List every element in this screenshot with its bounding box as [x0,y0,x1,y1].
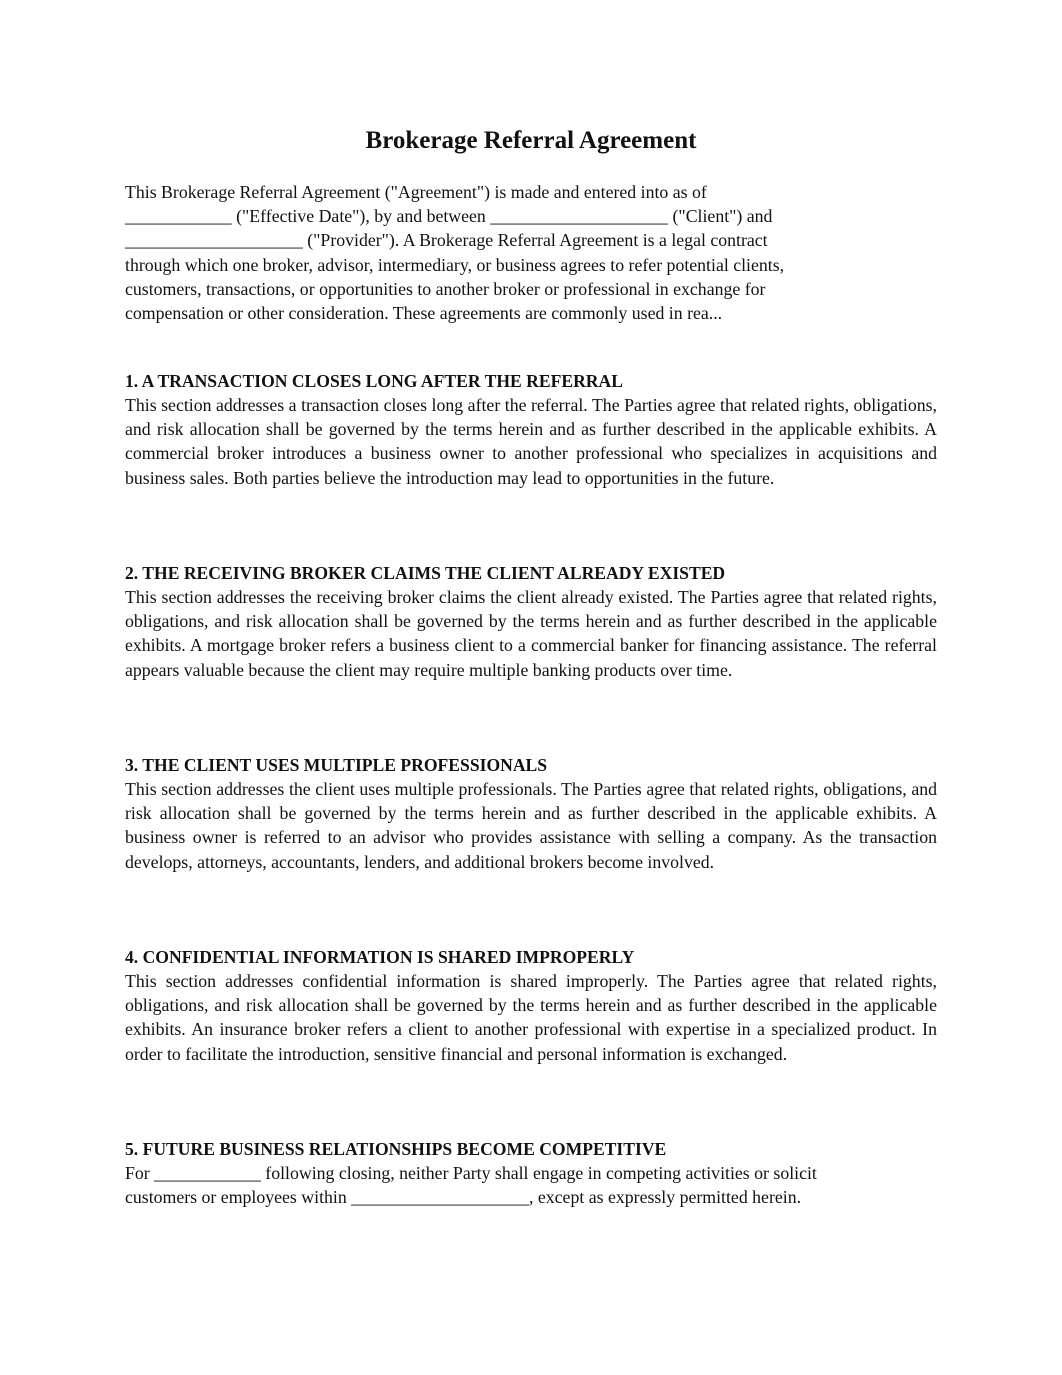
section-heading: 2. THE RECEIVING BROKER CLAIMS THE CLIENT ALREADY EXISTED [125,563,726,583]
intro-line: ____________ ("Effective Date"), by and between ____________________ ("Client") and [125,206,773,227]
section-2 [125,561,937,682]
intro-line: customers, transactions, or opportunities to another broker or professional in exchange for [125,278,766,299]
section-heading: 3. THE CLIENT USES MULTIPLE PROFESSIONALS [125,755,548,775]
document-title: Brokerage Referral Agreement [365,127,697,154]
intro-line: ____________________ ("Provider"). A Brokerage Referral Agreement is a legal contract [125,230,768,251]
intro-line: This Brokerage Referral Agreement ("Agreement") is made and entered into as of [125,182,707,202]
section-body: This section addresses the receiving broker claims the client already existed. The Parties agree that related rights, obligations, and risk allocation shall be governed by the terms herein and as further described in the applicable exhibits. A mortgage broker refers a business client to a commercial banker for financing assistance. The referral appears valuable because the client may require multiple banking products over time. [125,587,937,680]
section-4 [125,945,937,1066]
section-body-line: For ____________ following closing, neither Party shall engage in competing activities or solicit [125,1163,817,1183]
section-3 [125,753,937,874]
section-5 [125,1137,937,1209]
section-body: This section addresses confidential information is shared improperly. The Parties agree that related rights, obligations, and risk allocation shall be governed by the terms herein and as further described in the applicable exhibits. An insurance broker refers a client to another professional with expertise in a specialized product. In order to facilitate the introduction, sensitive financial and personal information is exchanged. [125,971,937,1064]
section-body-line: customers or employees within ____________________, except as expressly permitted herein. [125,1187,802,1208]
section-1 [125,369,937,490]
intro-line: through which one broker, advisor, intermediary, or business agrees to refer potential clients, [125,254,785,275]
section-body: This section addresses the client uses multiple professionals. The Parties agree that related rights, obligations, and risk allocation shall be governed by the terms herein and as further described in the applicable exhibits. A business owner is referred to an advisor who provides assistance with selling a company. As the transaction develops, attorneys, accountants, lenders, and additional brokers become involved. [125,779,937,872]
intro-line: compensation or other consideration. These agreements are commonly used in rea... [125,303,723,324]
section-heading: 4. CONFIDENTIAL INFORMATION IS SHARED IMPROPERLY [125,947,635,967]
section-body [125,1161,937,1209]
section-heading: 5. FUTURE BUSINESS RELATIONSHIPS BECOME COMPETITIVE [125,1139,667,1159]
section-body: This section addresses a transaction closes long after the referral. The Parties agree that related rights, obligations, and risk allocation shall be governed by the terms herein and as further described in the applicable exhibits. A commercial broker introduces a business owner to another professional who specializes in acquisitions and business sales. Both parties believe the introduction may lead to opportunities in the future. [125,395,937,488]
intro-paragraph [125,180,895,325]
section-heading: 1. A TRANSACTION CLOSES LONG AFTER THE REFERRAL [125,371,623,391]
